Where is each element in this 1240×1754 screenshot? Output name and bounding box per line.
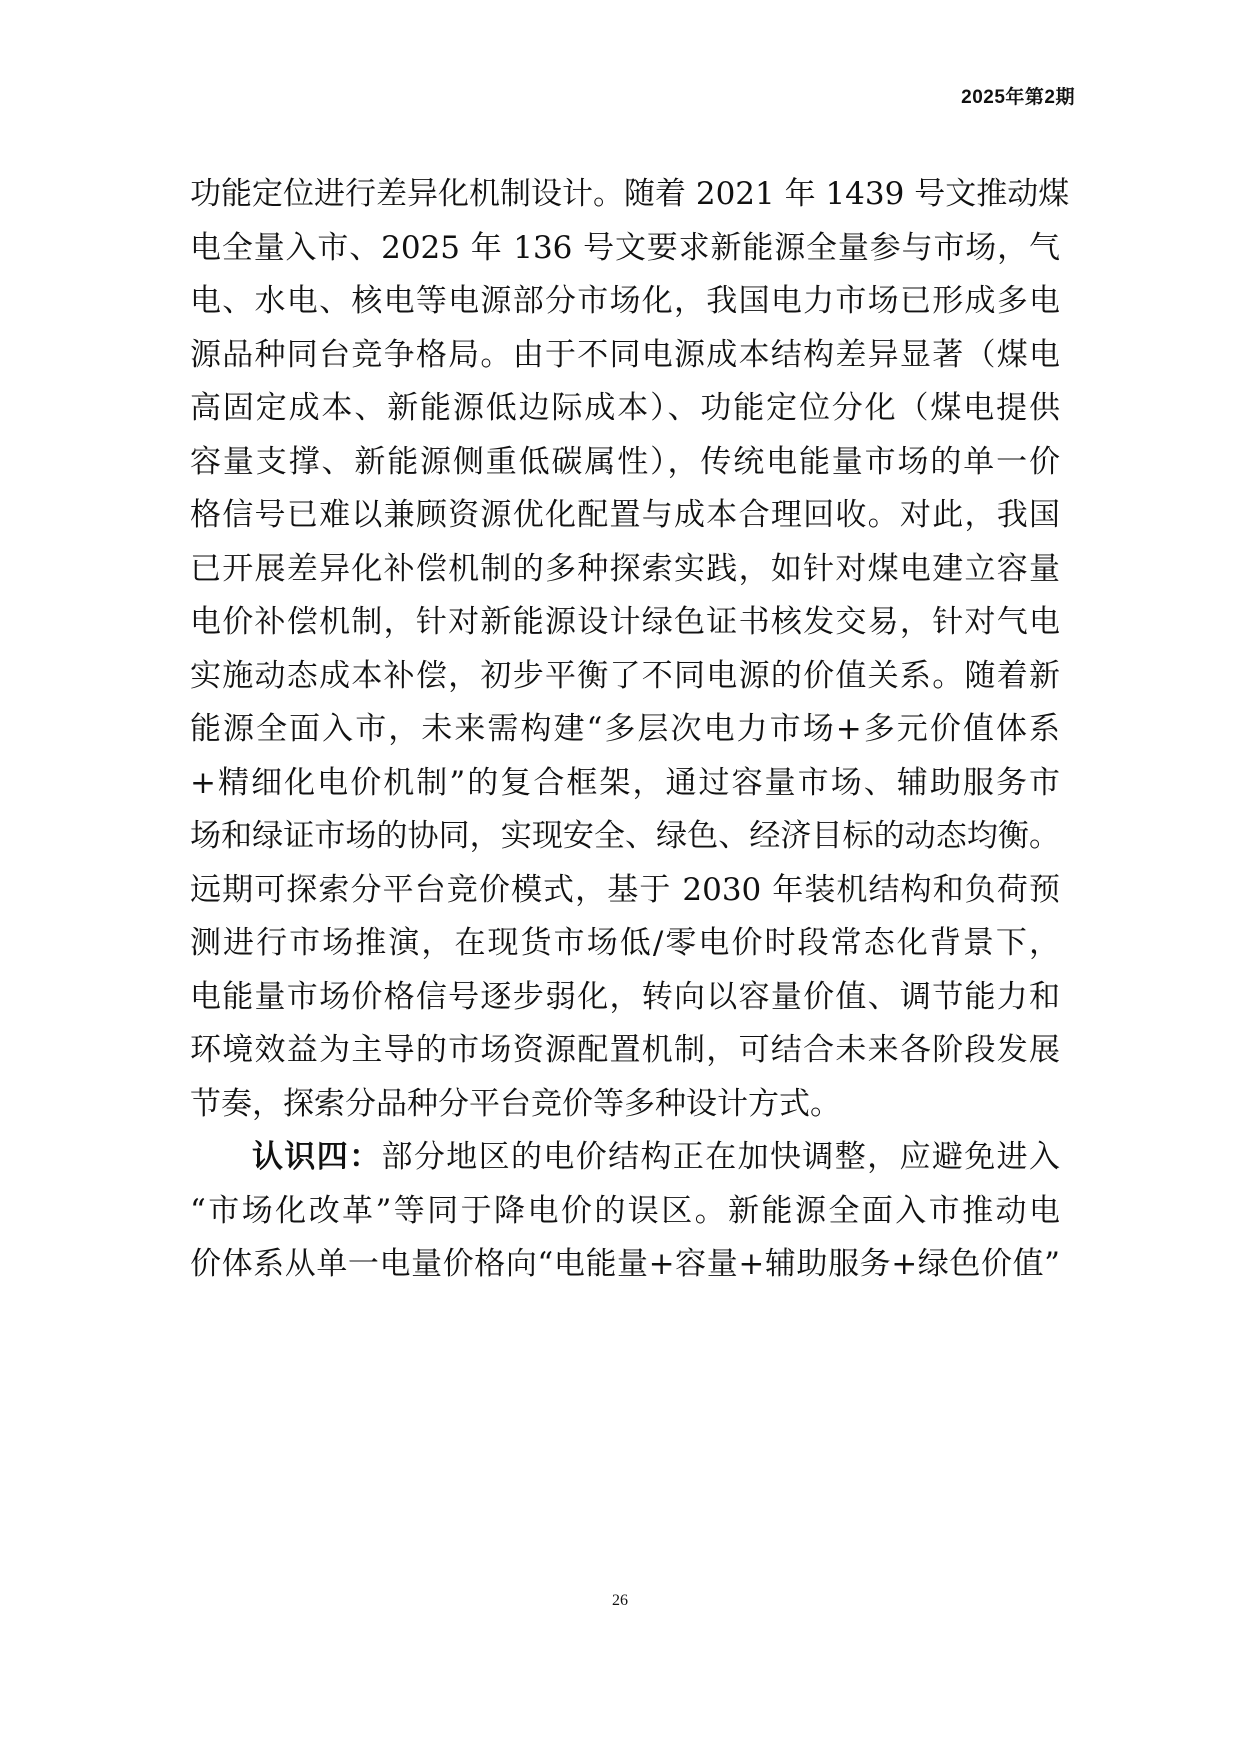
text-line: 场和绿证市场的协同，实现安全、绿色、经济目标的动态均衡。 (190, 818, 1060, 854)
body-text (190, 168, 1070, 1292)
text-line: 电、水电、核电等电源部分市场化，我国电力市场已形成多电 (190, 283, 1060, 319)
text-line: 已开展差异化补偿机制的多种探索实践，如针对煤电建立容量 (190, 550, 1060, 587)
text-line (190, 1131, 1060, 1185)
text-line: +精细化电价机制”的复合框架，通过容量市场、辅助服务市 (190, 764, 1060, 801)
paragraph-2 (190, 1131, 1060, 1292)
text-line: 功能定位进行差异化机制设计。随着 2021 年 1439 号文推动煤 (190, 176, 1070, 212)
text-line: 价体系从单一电量价格向“电能量+容量+辅助服务+绿色价值” (190, 1246, 1060, 1282)
text-line: 源品种同台竞争格局。由于不同电源成本结构差异显著（煤电 (190, 336, 1060, 373)
text-line: 远期可探索分平台竞价模式，基于 2030 年装机结构和负荷预 (190, 871, 1060, 908)
page-number: 26 (612, 1592, 628, 1609)
section-lead: 认识四： (252, 1139, 382, 1175)
text-line: 实施动态成本补偿，初步平衡了不同电源的价值关系。随着新 (190, 657, 1060, 694)
text-line: 能源全面入市，未来需构建“多层次电力市场+多元价值体系 (190, 711, 1060, 747)
issue-label: 2025年第2期 (961, 87, 1075, 108)
text-line: 电价补偿机制，针对新能源设计绿色证书核发交易，针对气电 (190, 604, 1060, 640)
text-line: 格信号已难以兼顾资源优化配置与成本合理回收。对此，我国 (190, 497, 1060, 533)
text-line: 测进行市场推演，在现货市场低/零电价时段常态化背景下， (190, 925, 1060, 961)
text-line: “市场化改革”等同于降电价的误区。新能源全面入市推动电 (190, 1192, 1060, 1229)
paragraph-1 (190, 168, 1070, 1131)
section-lead-rest: 部分地区的电价结构正在加快调整，应避免进入 (381, 1139, 1060, 1175)
text-line: 环境效益为主导的市场资源配置机制，可结合未来各阶段发展 (190, 1032, 1060, 1068)
text-line: 电能量市场价格信号逐步弱化，转向以容量价值、调节能力和 (190, 978, 1060, 1015)
text-line: 容量支撑、新能源侧重低碳属性），传统电能量市场的单一价 (190, 443, 1060, 480)
text-line: 电全量入市、2025 年 136 号文要求新能源全量参与市场，气 (190, 229, 1060, 266)
text-line: 节奏，探索分品种分平台竞价等多种设计方式。 (190, 1085, 841, 1122)
text-line: 高固定成本、新能源低边际成本）、功能定位分化（煤电提供 (190, 390, 1060, 426)
